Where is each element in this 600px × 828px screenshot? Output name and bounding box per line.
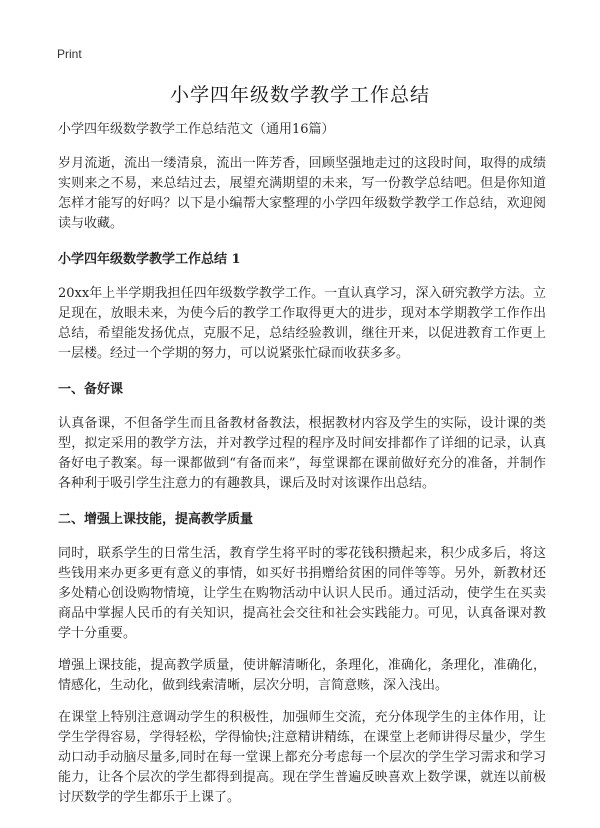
- page-title: 小学四年级数学教学工作总结: [169, 84, 430, 106]
- heading-prepare-lessons: 一、备好课: [58, 382, 124, 397]
- paragraph-daily-life: 同时，联系学生的日常生活，教育学生将平时的零花钱积攒起来，积少成多后，将这些钱用来办更多更有意义的事情，如买好书捐赠给贫困的同伴等等。另外，新教材还多处精心创设购物情境，让学生在购物活动中认识人民币。通过活动，使学生在买卖商品中掌握人民币的有关知识，提高社会交往和社会实践能力。可见，认真备课对教学十分重要。: [58, 546, 546, 641]
- paragraph-prepare-lessons: 认真备课，不但备学生而且备教材备教法，根据教材内容及学生的实际，设计课的类型，拟定采用的教学方法，并对教学过程的程序及时间安排都作了详细的记录，认真备好电子教案。每一课都做到“有备而来”，每堂课都在课前做好充分的准备，并制作各种利于吸引学生注意力的有趣教具，课后及时对该课作出总结。: [58, 416, 546, 491]
- document-subtitle: 小学四年级数学教学工作总结范文（通用16篇）: [58, 122, 335, 137]
- heading-teaching-skills: 二、增强上课技能，提高教学质量: [58, 512, 254, 527]
- section-heading: 小学四年级数学教学工作总结 1: [58, 252, 241, 267]
- document-body: [58, 120, 546, 824]
- print-link[interactable]: Print: [57, 47, 82, 61]
- intro-paragraph: 岁月流逝，流出一缕清泉，流出一阵芳香，回顾坚强地走过的这段时间，取得的成绩实则来之不易，来总结过去，展望充满期望的未来，写一份教学总结吧。但是你知道怎样才能写的好吗？以下是小编帮大家整理的小学四年级数学教学工作总结，欢迎阅读与收藏。: [58, 156, 546, 231]
- section-paragraph: 20xx年上半学期我担任四年级数学教学工作。一直认真学习，深入研究教学方法。立足现在，放眼未来，为使今后的教学工作取得更大的进步，现对本学期教学工作作出总结，希望能发扬优点，克服不足，总结经验教训，继往开来，以促进教育工作更上一层楼。经过一个学期的努力，可以说紧张忙碌而收获多多。: [58, 286, 546, 361]
- paragraph-classroom: 在课堂上特别注意调动学生的积极性，加强师生交流，充分体现学生的主体作用，让学生学得容易，学得轻松，学得愉快;注意精讲精练，在课堂上老师讲得尽量少，学生动口动手动脑尽量多,同时在每一堂课上都充分考虑每一个层次的学生学习需求和学习能力，让各个层次的学生都得到提高。现在学生普遍反映喜欢上数学课，就连以前极讨厌数学的学生都乐于上课了。: [58, 710, 546, 805]
- paragraph-teaching-quality: 增强上课技能，提高教学质量，使讲解清晰化，条理化，准确化，条理化，准确化，情感化，生动化，做到线索清晰，层次分明，言简意赅，深入浅出。: [58, 658, 546, 693]
